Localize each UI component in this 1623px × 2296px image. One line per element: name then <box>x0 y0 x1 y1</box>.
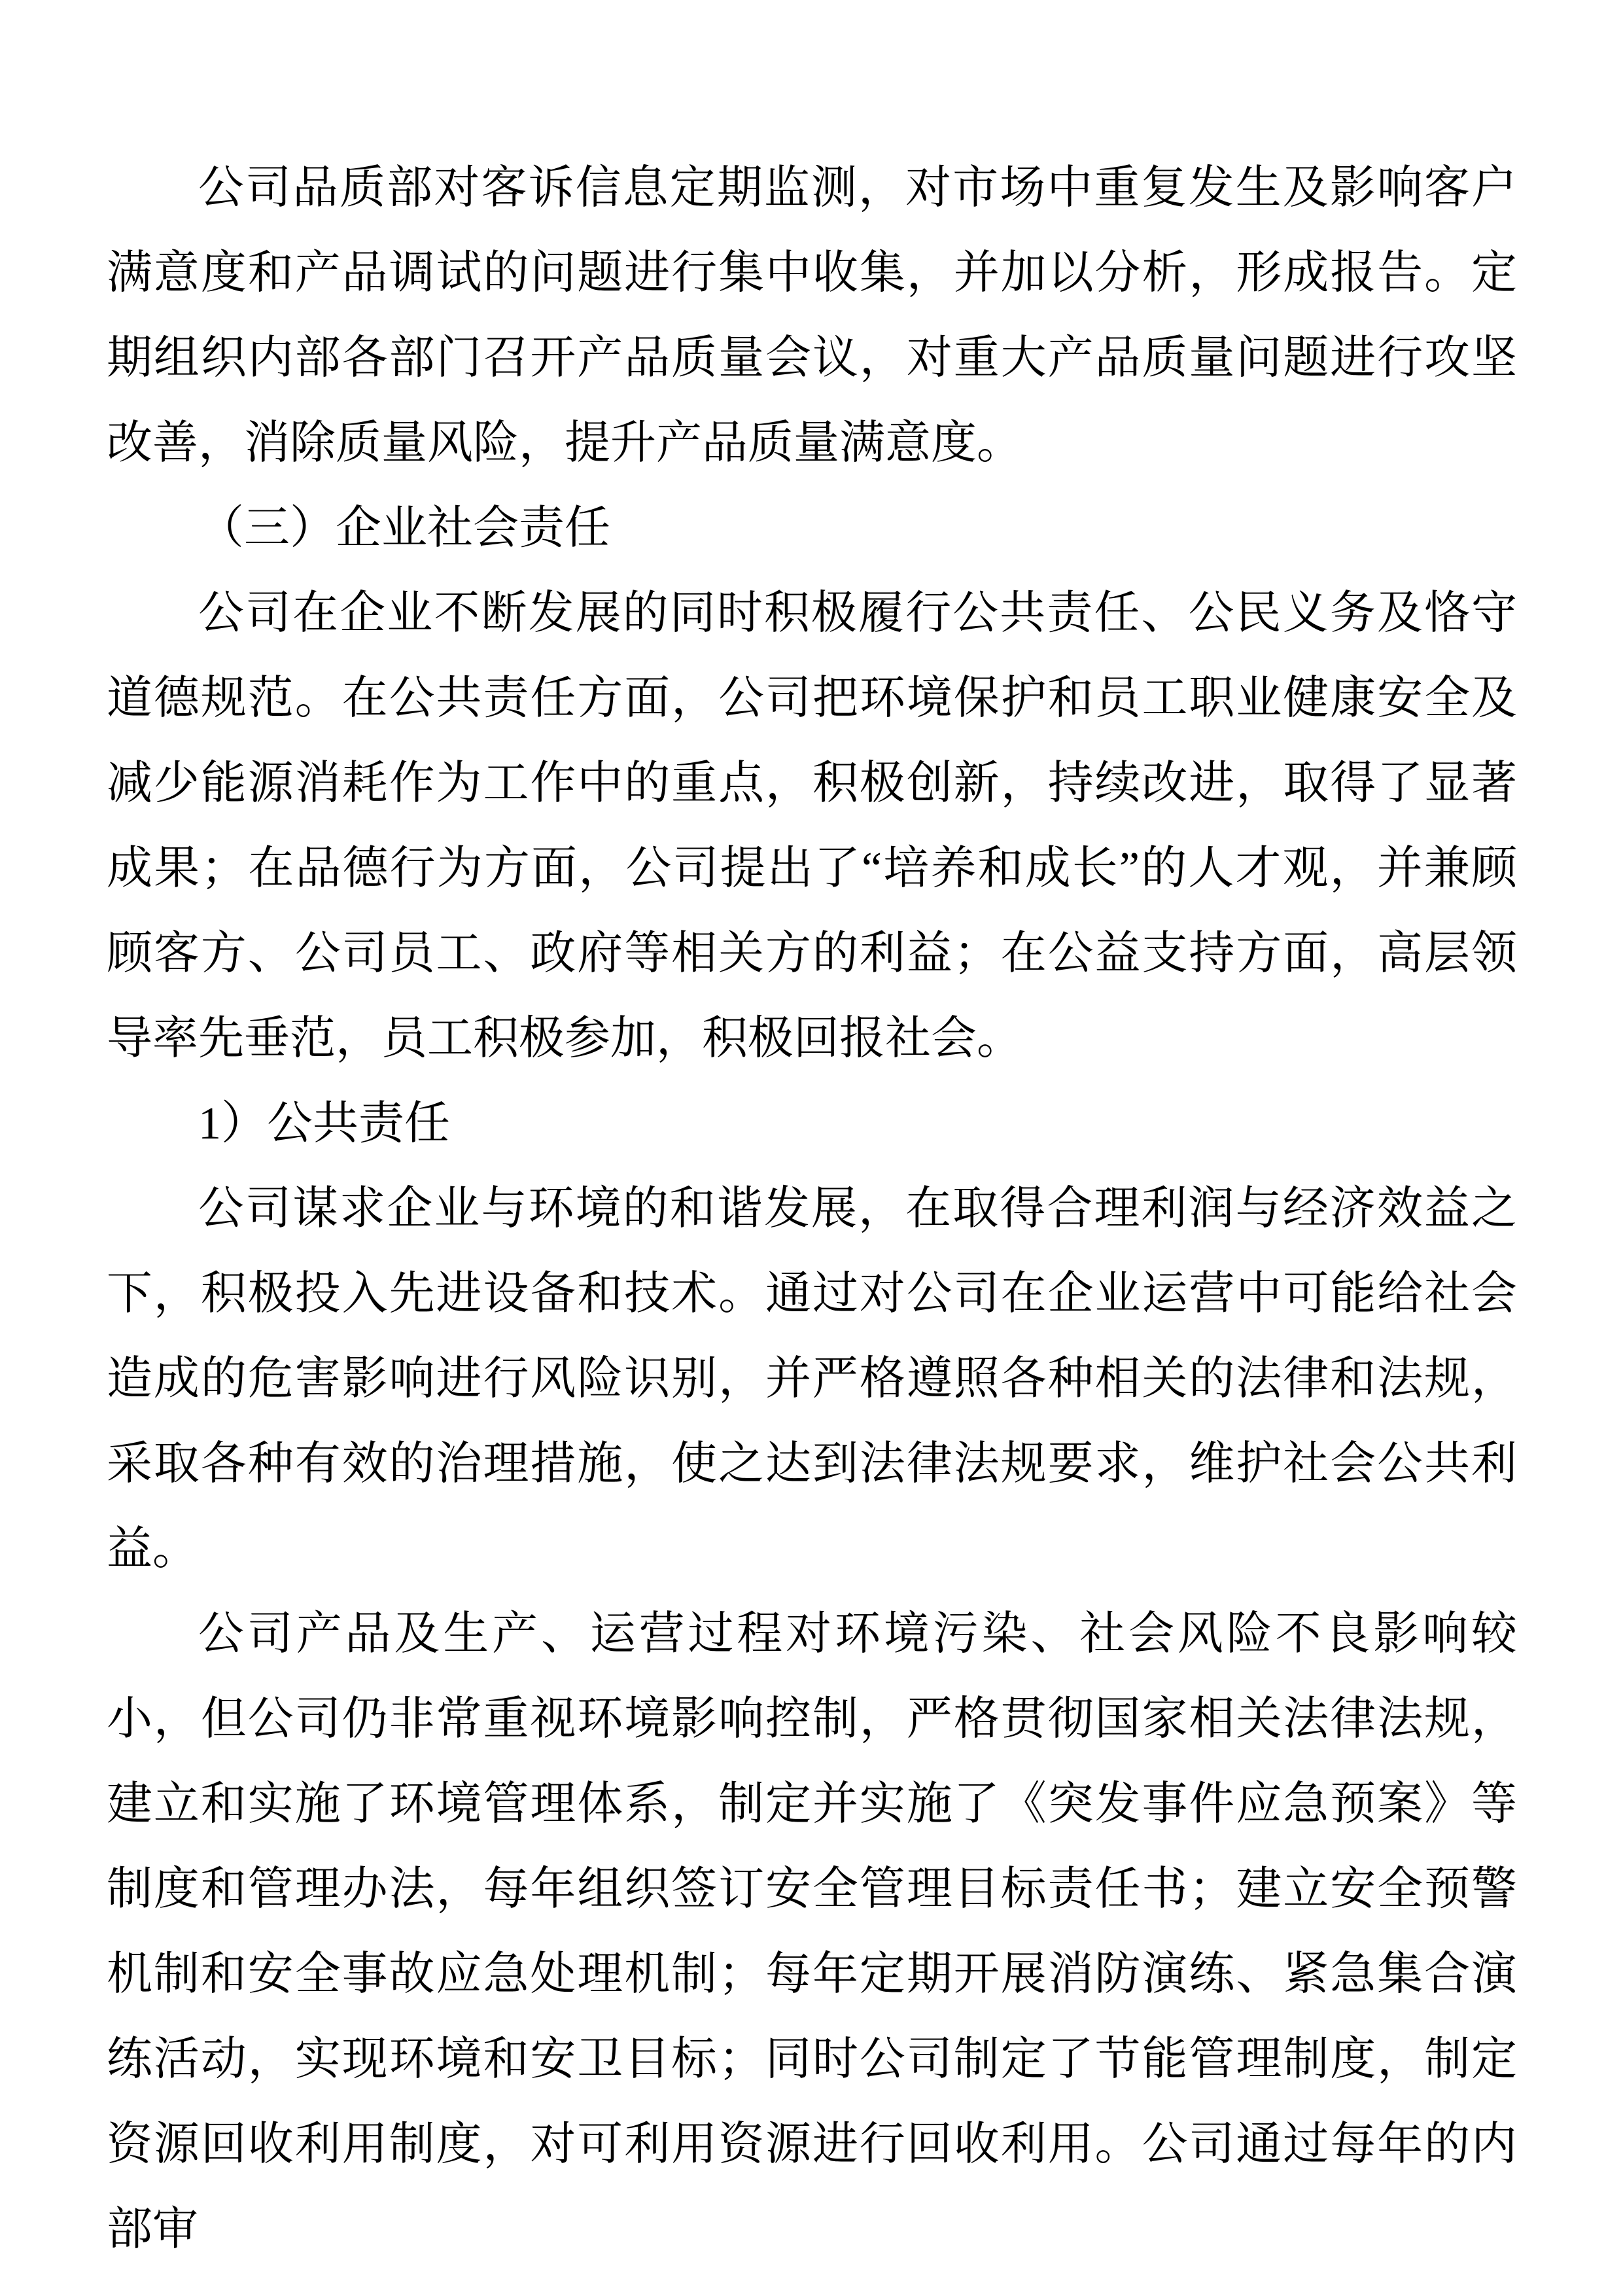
body-paragraph: 公司品质部对客诉信息定期监测，对市场中重复发生及影响客户满意度和产品调试的问题进行集中收集，并加以分析，形成报告。定期组织内部各部门召开产品质量会议，对重大产品质量问题进行攻坚改善，消除质量风险，提升产品质量满意度。 <box>107 163 1517 468</box>
section-heading: （三）企业社会责任 <box>198 503 610 554</box>
body-paragraph: 公司谋求企业与环境的和谐发展，在取得合理利润与经济效益之下，积极投入先进设备和技术。通过对公司在企业运营中可能给社会造成的危害影响进行风险识别，并严格遵照各种相关的法律和法规，采取各种有效的治理措施，使之达到法律法规要求，维护社会公共利益。 <box>107 1184 1517 1574</box>
body-paragraph: 公司产品及生产、运营过程对环境污染、社会风险不良影响较小，但公司仍非常重视环境影响控制，严格贯彻国家相关法律法规，建立和实施了环境管理体系，制定并实施了《突发事件应急预案》等制度和管理办法，每年组织签订安全管理目标责任书；建立安全预警机制和安全事故应急处理机制；每年定期开展消防演练、紧急集合演练活动，实现环境和安卫目标；同时公司制定了节能管理制度，制定资源回收利用制度，对可利用资源进行回收利用。公司通过每年的内部审 <box>107 1609 1517 2255</box>
section-heading: 1）公共责任 <box>198 1099 450 1149</box>
document-body <box>107 146 1517 2272</box>
body-paragraph: 公司在企业不断发展的同时积极履行公共责任、公民义务及恪守道德规范。在公共责任方面，公司把环境保护和员工职业健康安全及减少能源消耗作为工作中的重点，积极创新，持续改进，取得了显著成果；在品德行为方面，公司提出了“培养和成长”的人才观，并兼顾顾客方、公司员工、政府等相关方的利益；在公益支持方面，高层领导率先垂范，员工积极参加，积极回报社会。 <box>107 588 1517 1064</box>
